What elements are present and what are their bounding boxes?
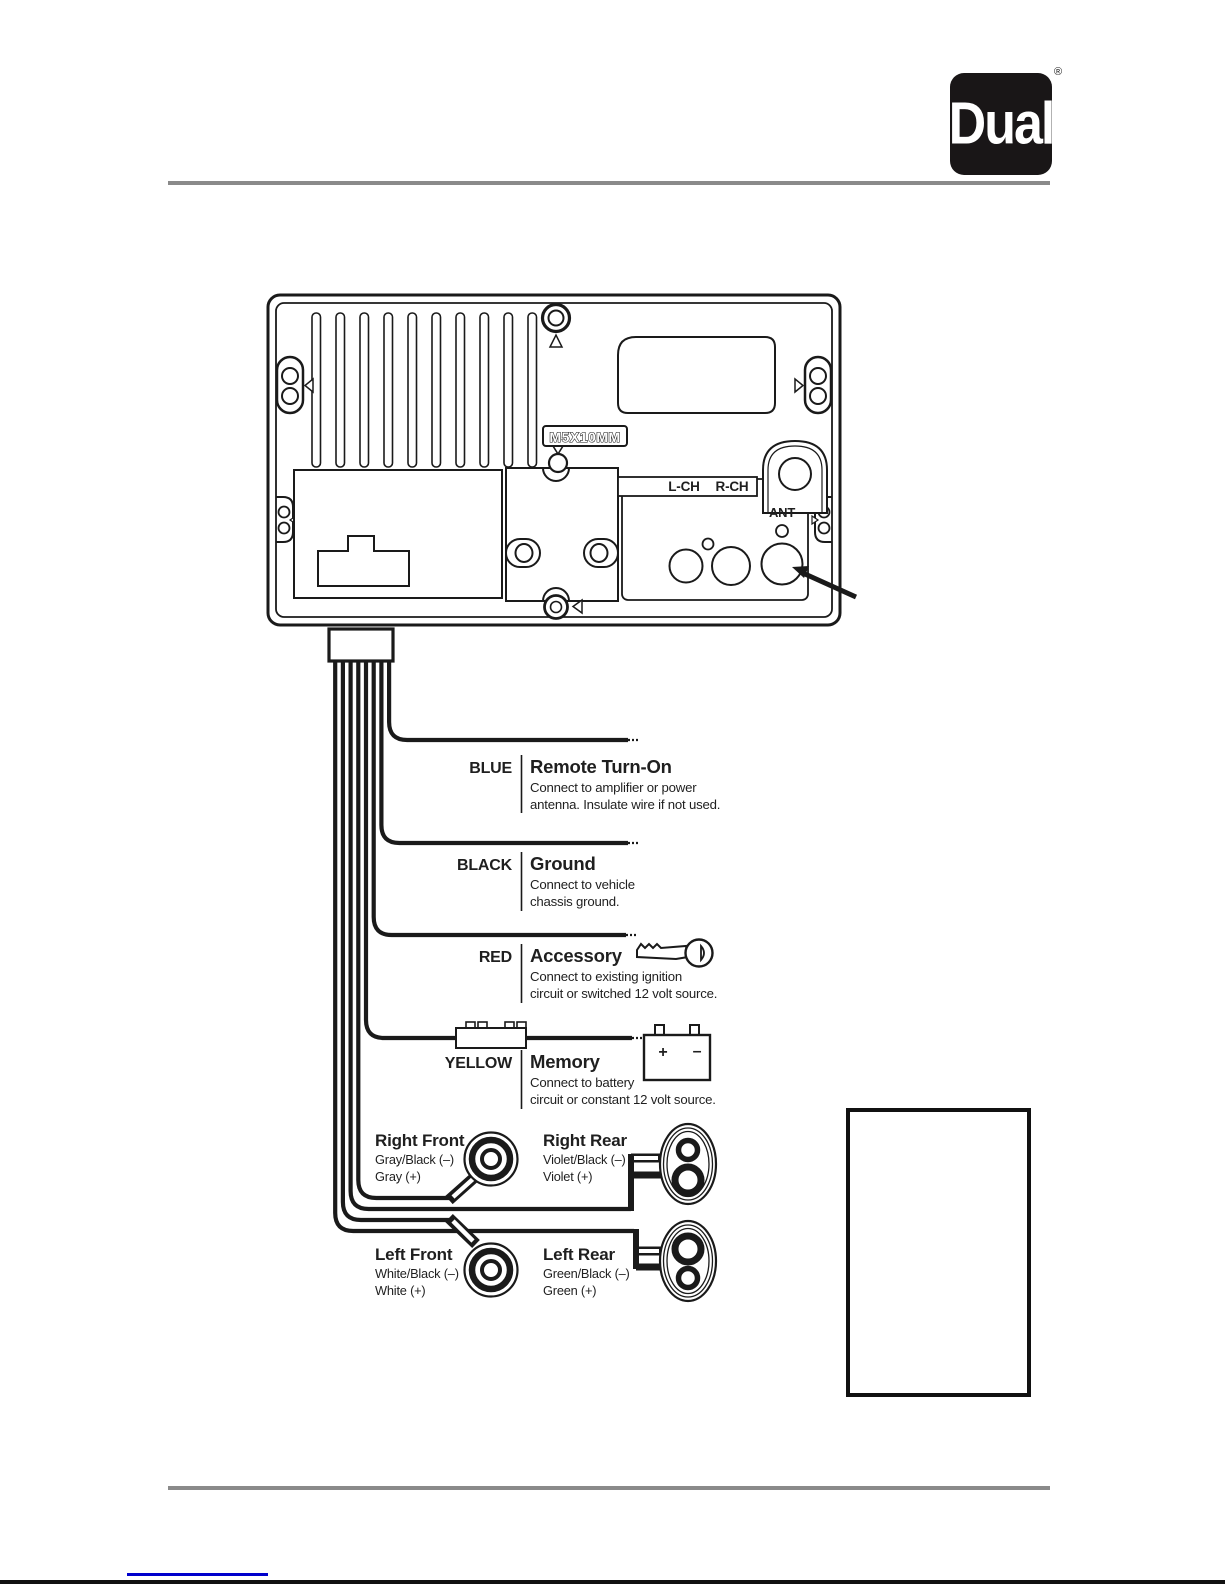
blue-wire-label [469,755,720,813]
speaker-positive: Green (+) [543,1283,597,1298]
fuse-holder-icon [456,1022,526,1048]
wire-function: Memory [530,1051,600,1072]
wire-description: circuit or constant 12 volt source. [530,1092,716,1107]
wire-description: circuit or switched 12 volt source. [530,986,718,1001]
screw-size-label: M5X10MM [549,429,621,445]
wire-function: Ground [530,853,596,874]
wire-color: RED [478,949,512,966]
speaker-name: Right Rear [543,1131,627,1150]
page-bottom-border [0,1580,1225,1584]
centre-bracket-plate [506,468,618,601]
rear-panel-drawing [268,295,856,625]
speaker-positive: White (+) [375,1283,426,1298]
battery-positive-label: + [658,1044,668,1061]
wire-description: antenna. Insulate wire if not used. [530,797,721,812]
wire-function: Remote Turn-On [530,756,672,777]
wire-harness [329,629,716,1301]
left-front-label [375,1245,459,1298]
right-front-label [375,1131,465,1184]
speaker-negative: Green/Black (–) [543,1266,630,1281]
rear-connector-leads [631,1154,663,1269]
battery-icon [644,1025,710,1080]
rca-jack-left [670,550,703,583]
speaker-positive: Violet (+) [543,1169,593,1184]
speaker-name: Left Front [375,1245,453,1264]
dual-logo-text: Dual [948,90,1054,158]
speaker-negative: Gray/Black (–) [375,1152,454,1167]
wire-color: YELLOW [444,1055,512,1072]
screw-hole [549,454,567,472]
right-channel-label: R-CH [715,479,749,494]
registered-trademark-symbol: ® [1054,66,1063,78]
battery-negative-label: – [692,1043,702,1060]
speaker-positive: Gray (+) [375,1169,421,1184]
wire-color: BLACK [457,857,512,874]
right-rear-label [543,1131,628,1184]
footer-link-underline[interactable] [127,1573,268,1576]
footer-rule [168,1486,1050,1490]
rear-speaker-connector-left [660,1221,716,1301]
wire-description: Connect to vehicle [530,877,635,892]
left-channel-label: L-CH [668,479,700,494]
harness-connector-plug [329,629,393,661]
speaker-name: Left Rear [543,1245,615,1264]
harness-socket-area [294,470,502,598]
wire-description: Connect to amplifier or power [530,780,697,795]
speaker-name: Right Front [375,1131,465,1150]
rear-speaker-connector-right [660,1124,716,1204]
antenna-jack [762,544,803,585]
wire-description: chassis ground. [530,894,620,909]
speaker-left-front-icon [465,1244,518,1297]
speaker-right-front-icon [465,1133,518,1186]
ignition-key-icon [637,940,713,967]
antenna-label: ANT [768,505,796,520]
wire-description: Connect to battery [530,1075,635,1090]
speaker-negative: Violet/Black (–) [543,1152,626,1167]
wire-description: Connect to existing ignition [530,969,683,984]
left-rear-label [543,1245,630,1298]
blue-wire [389,660,628,740]
notes-box [846,1108,1031,1397]
speaker-negative: White/Black (–) [375,1266,459,1281]
black-wire [381,660,628,843]
black-wire-label [457,852,635,911]
wire-color: BLUE [469,760,512,777]
label-plate [618,337,775,413]
wire-function: Accessory [530,945,622,966]
rca-jack-right [712,547,750,585]
